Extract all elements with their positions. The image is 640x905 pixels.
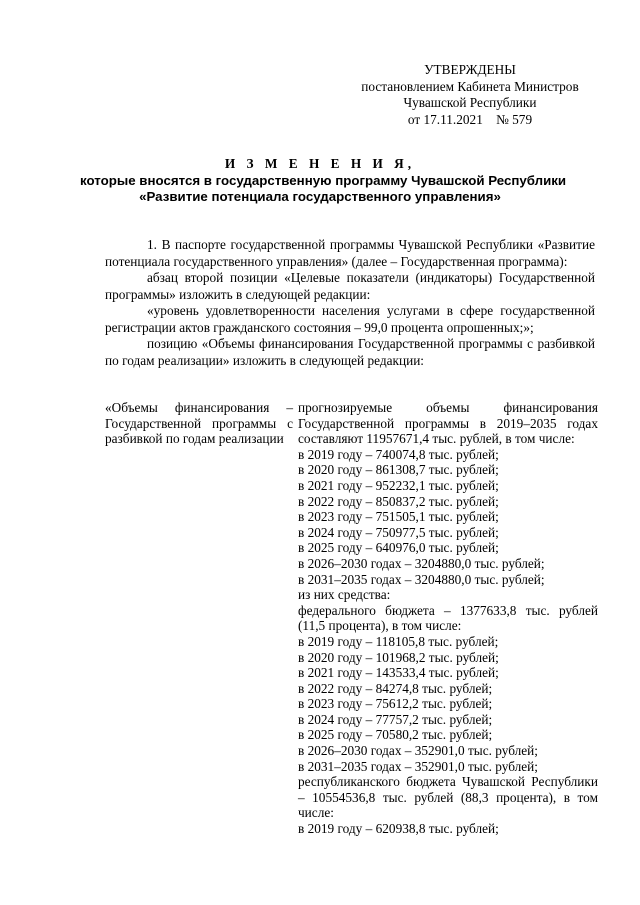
approval-line-3: Чувашской Республики (403, 95, 537, 110)
of-them-label: из них средства: (298, 587, 391, 603)
heading-line-3: «Развитие потенциала государственного управления» (139, 189, 501, 204)
paragraph-4: позицию «Объемы финансирования Государственной программы с разбивкой по годам реализации» изложить в следующей редакции: (105, 336, 595, 368)
financing-year-line: в 2023 году – 75612,2 тыс. рублей; (298, 696, 493, 712)
federal-intro: федерального бюджета – 1377633,8 тыс. рублей (11,5 процента), в том числе: (298, 602, 598, 634)
financing-year-line: в 2019 году – 620938,8 тыс. рублей; (298, 821, 499, 837)
financing-year-line: в 2022 году – 84274,8 тыс. рублей; (298, 680, 493, 696)
republic-intro: республиканского бюджета Чувашской Республики – 10554536,8 тыс. рублей (88,3 процента), в том числе: (298, 774, 598, 821)
financing-year-line: в 2019 году – 118105,8 тыс. рублей; (298, 633, 499, 649)
financing-year-line: в 2026–2030 годах – 352901,0 тыс. рублей; (298, 743, 538, 759)
financing-year-line: в 2024 году – 750977,5 тыс. рублей; (298, 524, 499, 540)
heading-title: И З М Е Н Е Н И Я, (224, 156, 416, 171)
financing-year-line: в 2024 году – 77757,2 тыс. рублей; (298, 711, 493, 727)
table-left-cell: «Объемы финансирования – Государственной программы с разбивкой по годам реализации (105, 400, 293, 447)
republic-years-list (298, 821, 598, 837)
financing-year-line: в 2019 году – 740074,8 тыс. рублей; (298, 446, 499, 462)
paragraph-3: «уровень удовлетворенности населения услугами в сфере государственной регистрации актов гражданского состояния – 99,0 процента опрошенных;»; (105, 303, 595, 335)
total-years-list (298, 447, 598, 587)
financing-year-line: в 2026–2030 годах – 3204880,0 тыс. рублей; (298, 555, 545, 571)
heading-line-2: которые вносятся в государственную программу Чувашской Республики (80, 172, 567, 188)
financing-intro: прогнозируемые объемы финансирования Государственной программы в 2019–2035 годах составляют 11957671,4 тыс. рублей, в том числе: (298, 400, 598, 447)
approval-title: УТВЕРЖДЕНЫ (424, 62, 516, 77)
financing-year-line: в 2031–2035 годах – 3204880,0 тыс. рублей; (298, 571, 545, 587)
financing-year-line: в 2022 году – 850837,2 тыс. рублей; (298, 493, 499, 509)
financing-year-line: в 2020 году – 101968,2 тыс. рублей; (298, 649, 499, 665)
paragraph-2: абзац второй позиции «Целевые показатели (индикаторы) Государственной программы» изложить в следующей редакции: (105, 270, 595, 302)
financing-year-line: в 2021 году – 952232,1 тыс. рублей; (298, 477, 499, 493)
paragraph-1: 1. В паспорте государственной программы Чувашской Республики «Развитие потенциала государственного управления» (далее – Государственная программа): (105, 237, 595, 269)
table-right-cell (298, 400, 598, 837)
approval-stamp (340, 62, 600, 128)
financing-year-line: в 2031–2035 годах – 352901,0 тыс. рублей; (298, 758, 538, 774)
financing-year-line: в 2025 году – 640976,0 тыс. рублей; (298, 540, 499, 556)
document-body (105, 237, 595, 369)
financing-year-line: в 2023 году – 751505,1 тыс. рублей; (298, 509, 499, 525)
financing-year-line: в 2025 году – 70580,2 тыс. рублей; (298, 727, 493, 743)
approval-line-2: постановлением Кабинета Министров (361, 78, 579, 94)
document-heading (80, 156, 567, 206)
federal-years-list (298, 634, 598, 774)
financing-year-line: в 2020 году – 861308,7 тыс. рублей; (298, 462, 499, 478)
approval-date-number: от 17.11.2021 № 579 (407, 111, 533, 127)
financing-year-line: в 2021 году – 143533,4 тыс. рублей; (298, 665, 499, 681)
